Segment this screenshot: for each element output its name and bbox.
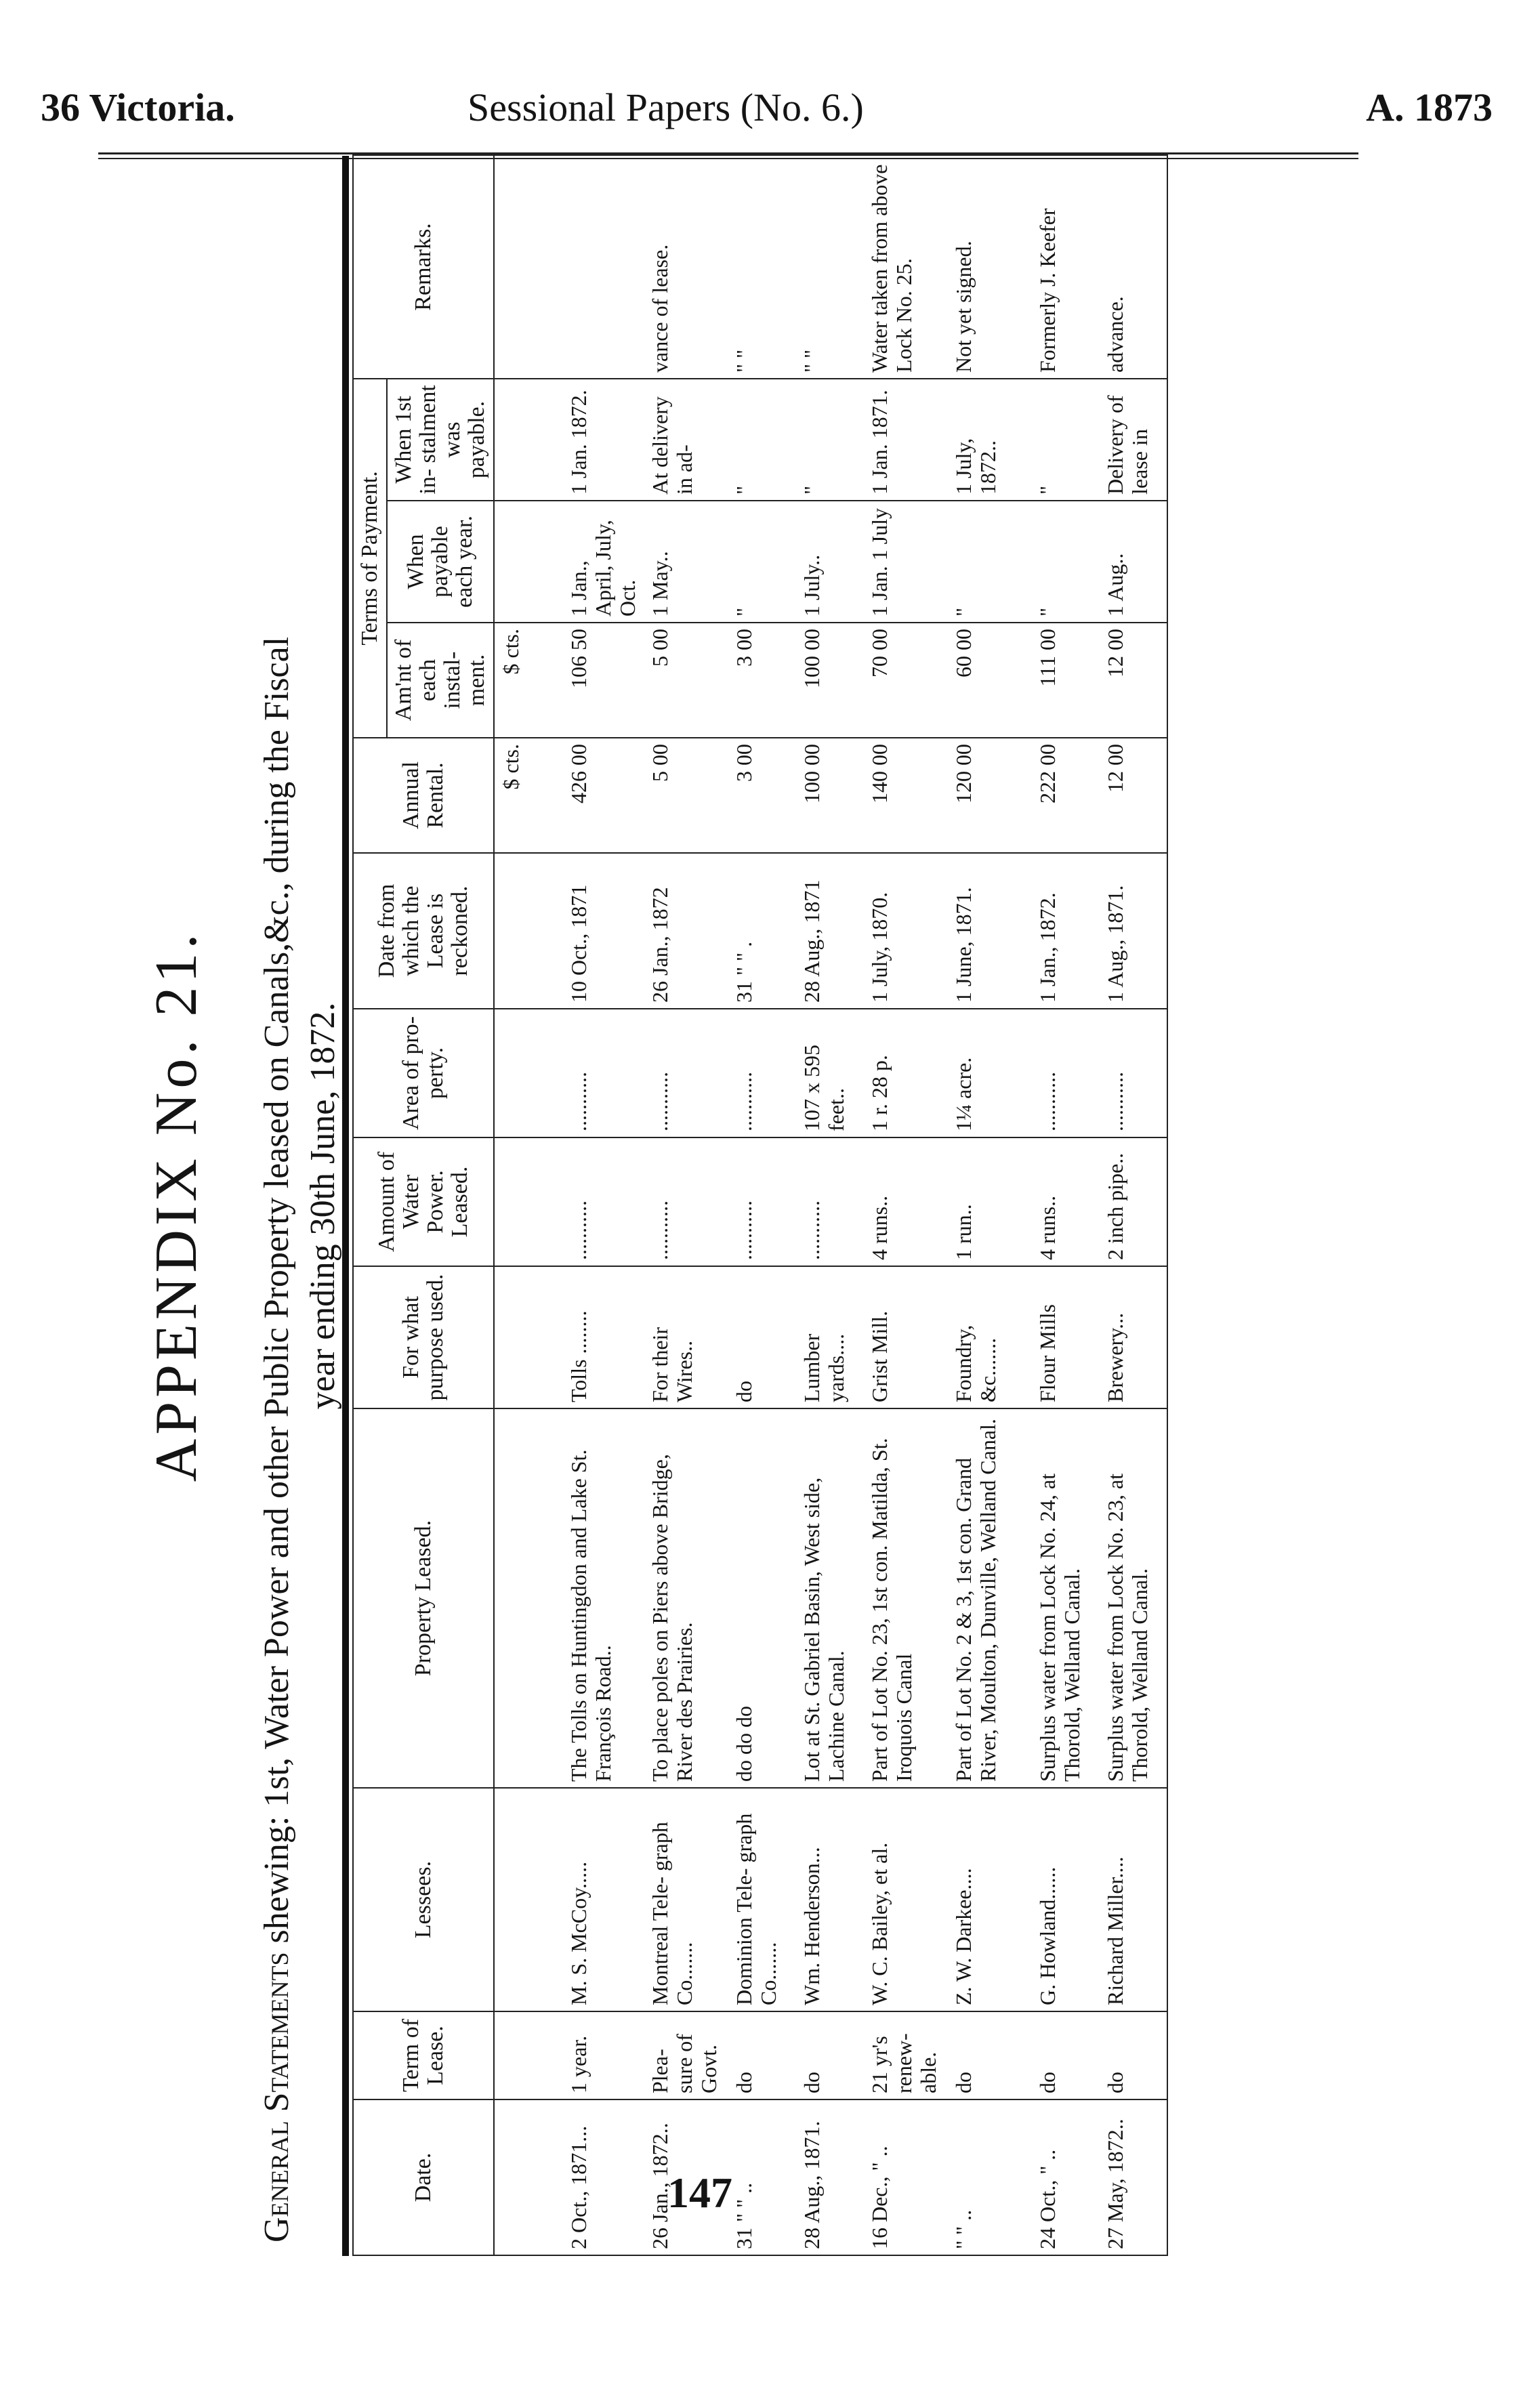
cell-purpose: Grist Mill. <box>863 1266 947 1408</box>
cell-date: " " .. <box>947 2099 1031 2255</box>
rental-unit: $ cts. <box>494 738 562 853</box>
sessional-papers-label: Sessional Papers (No. 6.) <box>467 85 864 129</box>
col-purpose: For what purpose used. <box>353 1266 494 1408</box>
cell-instalment: 3 00 <box>728 623 795 738</box>
col-property: Property Leased. <box>353 1408 494 1788</box>
cell-purpose: Flour Mills <box>1031 1266 1099 1408</box>
cell-area: 1¼ acre. <box>947 1009 1031 1137</box>
cell-remarks: Water taken from above Lock No. 25. <box>863 155 947 379</box>
cell-area: ........... <box>644 1009 728 1137</box>
cell-payable: 1 Aug.. <box>1099 501 1167 623</box>
col-first-instalment: When 1st in- stalment was payable. <box>387 379 494 501</box>
cell-water-power: ........... <box>644 1137 728 1266</box>
col-water-power: Amount of Water Power. Leased. <box>353 1137 494 1266</box>
col-lessees: Lessees. <box>353 1788 494 2011</box>
statement-lead: General Statements <box>257 1952 296 2242</box>
cell-property: Surplus water from Lock No. 24, at Thorold, Welland Canal. <box>1031 1408 1099 1788</box>
cell-property: Part of Lot No. 23, 1st con. Matilda, St. Iroquois Canal <box>863 1408 947 1788</box>
cell-payable: " <box>1031 501 1099 623</box>
running-head <box>0 71 1540 146</box>
table-row <box>562 155 644 2255</box>
cell-reckoned: 1 Jan., 1872. <box>1031 853 1099 1009</box>
col-term: Term of Lease. <box>353 2011 494 2099</box>
cell-lessee: M. S. McCoy..... <box>562 1788 644 2011</box>
cell-rental: 100 00 <box>795 738 863 853</box>
cell-lessee: W. C. Bailey, et al. <box>863 1788 947 2011</box>
cell-area: ........... <box>562 1009 644 1137</box>
cell-remarks: advance. <box>1099 155 1167 379</box>
cell-water-power: 4 runs.. <box>863 1137 947 1266</box>
cell-property: To place poles on Piers above Bridge, River des Prairies. <box>644 1408 728 1788</box>
cell-rental: 3 00 <box>728 738 795 853</box>
cell-payable: 1 Jan., April, July, Oct. <box>562 501 644 623</box>
cell-purpose: Tolls ........ <box>562 1266 644 1408</box>
cell-remarks: " " <box>728 155 795 379</box>
cell-date: 24 Oct., " .. <box>1031 2099 1099 2255</box>
cell-instalment: 111 00 <box>1031 623 1099 738</box>
cell-term: Plea- sure of Govt. <box>644 2011 728 2099</box>
cell-rental: 222 00 <box>1031 738 1099 853</box>
cell-lessee: G. Howland...... <box>1031 1788 1099 2011</box>
cell-reckoned: 31 " " . <box>728 853 795 1009</box>
cell-term: 1 year. <box>562 2011 644 2099</box>
cell-lessee: Montreal Tele- graph Co....... <box>644 1788 728 2011</box>
col-instalment: Am'nt of each instal- ment. <box>387 623 494 738</box>
col-reckoned: Date from which the Lease is reckoned. <box>353 853 494 1009</box>
statement-line-2: year ending 30th June, 1872. <box>304 1002 342 1410</box>
cell-instalment: 70 00 <box>863 623 947 738</box>
col-area: Area of pro- perty. <box>353 1009 494 1137</box>
cell-payable: " <box>947 501 1031 623</box>
cell-reckoned: 1 July, 1870. <box>863 853 947 1009</box>
cell-purpose: Foundry, &c....... <box>947 1266 1031 1408</box>
cell-purpose: do <box>728 1266 795 1408</box>
cell-remarks: Formerly J. Keefer <box>1031 155 1099 379</box>
cell-property: The Tolls on Huntingdon and Lake St. François Road.. <box>562 1408 644 1788</box>
cell-lessee: Richard Miller.... <box>1099 1788 1167 2011</box>
cell-area: ........... <box>728 1009 795 1137</box>
table-row <box>947 155 1031 2255</box>
col-payable: When payable each year. <box>387 501 494 623</box>
cell-remarks: Not yet signed. <box>947 155 1031 379</box>
cell-payable: " <box>728 501 795 623</box>
cell-water-power: 1 run.. <box>947 1137 1031 1266</box>
cell-remarks <box>562 155 644 379</box>
cell-reckoned: 28 Aug., 1871 <box>795 853 863 1009</box>
lease-table <box>352 154 1168 2256</box>
statement-line-1: shewing: 1st, Water Power and other Public Property leased on Canals,&c., during the Fiscal <box>257 636 296 1944</box>
cell-area: ........... <box>1099 1009 1167 1137</box>
cell-payable: 1 May.. <box>644 501 728 623</box>
rotated-appendix <box>122 156 1396 2256</box>
table-row <box>728 155 795 2255</box>
cell-term: do <box>795 2011 863 2099</box>
cell-date: 26 Jan., 1872.. <box>644 2099 728 2255</box>
cell-date: 31 " " .. <box>728 2099 795 2255</box>
col-rental: Annual Rental. <box>353 738 494 853</box>
cell-date: 28 Aug., 1871. <box>795 2099 863 2255</box>
col-date: Date. <box>353 2099 494 2255</box>
cell-property: Part of Lot No. 2 & 3, 1st con. Grand River, Moulton, Dunville, Welland Canal. <box>947 1408 1031 1788</box>
cell-first-instalment: " <box>728 379 795 501</box>
cell-lessee: Z. W. Darkee.... <box>947 1788 1031 2011</box>
cell-term: 21 yr's renew- able. <box>863 2011 947 2099</box>
cell-purpose: Brewery... <box>1099 1266 1167 1408</box>
cell-rental: 140 00 <box>863 738 947 853</box>
cell-remarks: " " <box>795 155 863 379</box>
cell-instalment: 60 00 <box>947 623 1031 738</box>
cell-reckoned: 10 Oct., 1871 <box>562 853 644 1009</box>
cell-purpose: Lumber yards.... <box>795 1266 863 1408</box>
cell-water-power: 4 runs.. <box>1031 1137 1099 1266</box>
cell-payable: 1 July.. <box>795 501 863 623</box>
cell-first-instalment: 1 Jan. 1872. <box>562 379 644 501</box>
cell-rental: 426 00 <box>562 738 644 853</box>
cell-property: Lot at St. Gabriel Basin, West side, Lachine Canal. <box>795 1408 863 1788</box>
cell-purpose: For their Wires.. <box>644 1266 728 1408</box>
cell-area: 1 r. 28 p. <box>863 1009 947 1137</box>
cell-property: Surplus water from Lock No. 23, at Thorold, Welland Canal. <box>1099 1408 1167 1788</box>
cell-reckoned: 1 Aug., 1871. <box>1099 853 1167 1009</box>
instalment-unit: $ cts. <box>494 623 562 738</box>
col-terms-of-payment: Terms of Payment. <box>353 379 387 738</box>
table-row <box>863 155 947 2255</box>
cell-reckoned: 26 Jan., 1872 <box>644 853 728 1009</box>
cell-first-instalment: At delivery in ad- <box>644 379 728 501</box>
table-row <box>1099 155 1167 2255</box>
table-row <box>1031 155 1099 2255</box>
col-remarks: Remarks. <box>353 155 494 379</box>
cell-instalment: 12 00 <box>1099 623 1167 738</box>
cell-first-instalment: " <box>1031 379 1099 501</box>
cell-date: 2 Oct., 1871... <box>562 2099 644 2255</box>
cell-date: 16 Dec., " .. <box>863 2099 947 2255</box>
cell-first-instalment: " <box>795 379 863 501</box>
cell-instalment: 106 50 <box>562 623 644 738</box>
table-top-rule <box>342 156 349 2256</box>
cell-remarks: vance of lease. <box>644 155 728 379</box>
cell-property: do do do <box>728 1408 795 1788</box>
cell-term: do <box>1099 2011 1167 2099</box>
cell-term: do <box>1031 2011 1099 2099</box>
cell-rental: 120 00 <box>947 738 1031 853</box>
cell-water-power: ........... <box>562 1137 644 1266</box>
units-row <box>494 155 562 2255</box>
cell-area: ........... <box>1031 1009 1099 1137</box>
year-label: A. 1873 <box>1366 85 1493 129</box>
cell-instalment: 100 00 <box>795 623 863 738</box>
cell-water-power: ........... <box>728 1137 795 1266</box>
table-row <box>795 155 863 2255</box>
cell-water-power: 2 inch pipe.. <box>1099 1137 1167 1266</box>
cell-rental: 5 00 <box>644 738 728 853</box>
cell-first-instalment: Delivery of lease in <box>1099 379 1167 501</box>
cell-lessee: Wm. Henderson... <box>795 1788 863 2011</box>
table-row <box>644 155 728 2255</box>
cell-water-power: ........... <box>795 1137 863 1266</box>
cell-first-instalment: 1 Jan. 1871. <box>863 379 947 501</box>
cell-term: do <box>947 2011 1031 2099</box>
cell-term: do <box>728 2011 795 2099</box>
cell-payable: 1 Jan. 1 July <box>863 501 947 623</box>
page-number: 147 <box>667 2169 732 2217</box>
cell-instalment: 5 00 <box>644 623 728 738</box>
cell-rental: 12 00 <box>1099 738 1167 853</box>
cell-first-instalment: 1 July, 1872.. <box>947 379 1031 501</box>
cell-reckoned: 1 June, 1871. <box>947 853 1031 1009</box>
cell-date: 27 May, 1872.. <box>1099 2099 1167 2255</box>
cell-area: 107 x 595 feet.. <box>795 1009 863 1137</box>
session-label: 36 Victoria. <box>41 85 235 129</box>
cell-lessee: Dominion Tele- graph Co....... <box>728 1788 795 2011</box>
statement-title <box>254 169 346 2242</box>
appendix-title: APPENDIX No. 21. <box>144 929 209 1482</box>
